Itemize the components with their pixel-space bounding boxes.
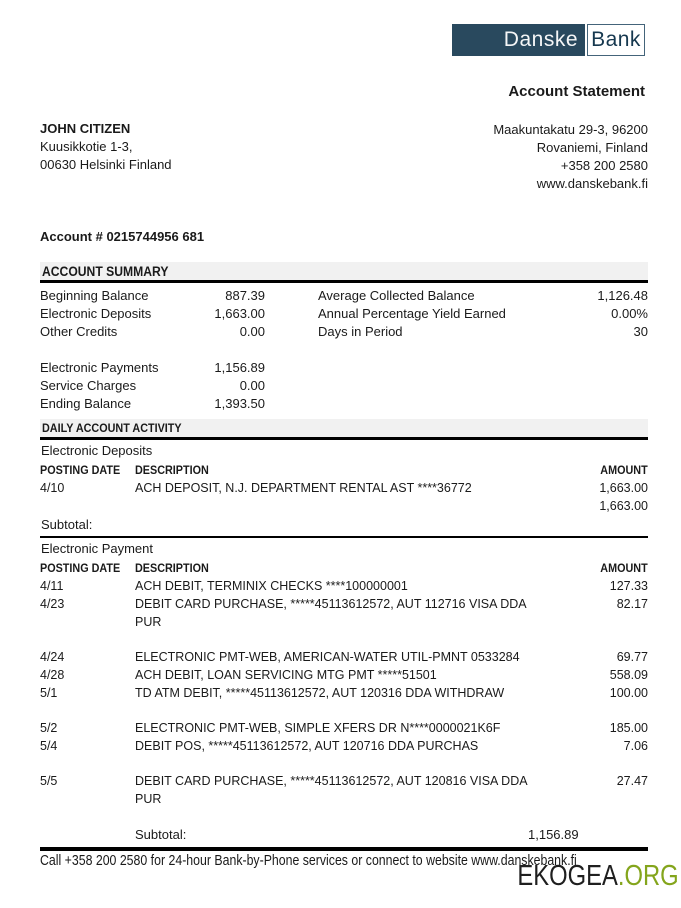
summary-row — [40, 395, 265, 413]
payments-subtotal-amount: 1,156.89 — [528, 827, 579, 842]
payment-row — [40, 772, 648, 808]
summary-label — [40, 341, 44, 359]
payment-amount: 27.47 — [616, 774, 648, 788]
summary-label: Other Credits — [40, 324, 118, 339]
summary-value: 1,663.00 — [214, 306, 265, 321]
summary-value: 0.00 — [239, 324, 265, 339]
summary-row — [40, 341, 265, 359]
payment-amount: 69.77 — [616, 650, 648, 664]
summary-value: 1,126.48 — [597, 288, 648, 303]
summary-row — [40, 359, 265, 377]
logo-bank-box — [587, 24, 645, 56]
summary-row — [318, 287, 648, 305]
payment-date: 5/2 — [40, 721, 58, 735]
payment-amount: 185.00 — [609, 721, 648, 735]
summary-label: Electronic Deposits — [40, 306, 152, 321]
account-summary-heading: ACCOUNT SUMMARY — [42, 264, 169, 279]
posting-date-column-header: POSTING DATE — [40, 463, 121, 477]
payment-description: ELECTRONIC PMT-WEB, SIMPLE XFERS DR N****0000021K6F — [135, 721, 501, 735]
payments-column-headers — [40, 560, 648, 577]
summary-left-column — [40, 287, 265, 413]
payment-row — [40, 666, 648, 684]
amount-column-header: AMOUNT — [600, 463, 648, 477]
customer-address-line2: 00630 Helsinki Finland — [40, 157, 172, 172]
summary-label: Ending Balance — [40, 396, 132, 411]
summary-row — [318, 305, 648, 323]
summary-value — [261, 341, 265, 359]
description-column-header: DESCRIPTION — [135, 463, 209, 477]
watermark-name: EKOGEA — [517, 860, 619, 892]
payment-date: 4/28 — [40, 668, 65, 682]
summary-label: Beginning Balance — [40, 288, 149, 303]
customer-name: JOHN CITIZEN — [40, 121, 131, 136]
payments-subtotal-label: Subtotal: — [135, 827, 187, 842]
summary-label: Electronic Payments — [40, 360, 159, 375]
deposits-subtotal-row — [40, 515, 648, 538]
daily-activity-header — [40, 419, 648, 440]
account-summary-header — [40, 262, 648, 283]
summary-right-column — [318, 287, 648, 413]
payment-amount: 127.33 — [609, 579, 648, 593]
payment-amount: 100.00 — [609, 686, 648, 700]
payment-amount: 7.06 — [623, 739, 648, 753]
description-column-header: DESCRIPTION — [135, 561, 209, 575]
customer-address-block — [40, 120, 172, 174]
deposit-description: ACH DEPOSIT, N.J. DEPARTMENT RENTAL AST ****36772 — [135, 481, 472, 495]
payment-date: 5/5 — [40, 774, 58, 788]
logo-bank-text: Bank — [591, 28, 641, 51]
bank-address-line1: Maakuntakatu 29-3, 96200 — [493, 122, 648, 137]
watermark-tld: .ORG — [618, 860, 679, 892]
payment-date: 4/11 — [40, 579, 64, 593]
payment-description: ELECTRONIC PMT-WEB, AMERICAN-WATER UTIL-PMNT 0533284 — [135, 650, 520, 664]
daily-activity-heading: DAILY ACCOUNT ACTIVITY — [42, 421, 182, 435]
deposits-column-headers — [40, 462, 648, 479]
summary-label: Average Collected Balance — [318, 288, 475, 303]
bank-address-block — [493, 121, 648, 193]
summary-row — [318, 323, 648, 341]
deposits-subtotal-label: Subtotal: — [41, 517, 93, 532]
summary-value: 0.00% — [611, 306, 648, 321]
deposits-total-amount: 1,663.00 — [599, 499, 648, 513]
logo-danske-box — [452, 24, 585, 56]
deposit-date: 4/10 — [40, 481, 65, 495]
payment-date: 5/1 — [40, 686, 58, 700]
payment-amount: 82.17 — [616, 597, 648, 611]
payment-description: ACH DEBIT, TERMINIX CHECKS ****100000001 — [135, 579, 408, 593]
payment-description: ACH DEBIT, LOAN SERVICING MTG PMT *****51501 — [135, 668, 437, 682]
payments-section-label: Electronic Payment — [41, 541, 153, 556]
statement-body — [40, 262, 648, 851]
deposits-section-label: Electronic Deposits — [41, 443, 153, 458]
payment-description: TD ATM DEBIT, *****45113612572, AUT 120316 DDA WITHDRAW — [135, 686, 505, 700]
payment-row — [40, 684, 648, 702]
payment-row — [40, 648, 648, 666]
summary-row — [40, 287, 265, 305]
deposits-total-row — [40, 497, 648, 515]
deposit-amount: 1,663.00 — [599, 481, 648, 495]
payment-description: DEBIT POS, *****45113612572, AUT 120716 DDA PURCHAS — [135, 739, 479, 753]
payment-date: 4/24 — [40, 650, 65, 664]
footer-text: Call +358 200 2580 for 24-hour Bank-by-Phone services or connect to website www.danskebank.fi — [40, 853, 577, 869]
payment-description: DEBIT CARD PURCHASE, *****45113612572, AUT 112716 VISA DDA PUR — [135, 597, 526, 629]
summary-label: Annual Percentage Yield Earned — [318, 306, 506, 321]
summary-row — [40, 377, 265, 395]
summary-value: 887.39 — [225, 288, 265, 303]
page-title: Account Statement — [508, 83, 645, 100]
payment-description: DEBIT CARD PURCHASE, *****45113612572, AUT 120816 VISA DDA PUR — [135, 774, 527, 806]
summary-row — [40, 323, 265, 341]
summary-value: 0.00 — [239, 378, 265, 393]
summary-value: 1,156.89 — [214, 360, 265, 375]
customer-address-line1: Kuusikkotie 1-3, — [40, 139, 133, 154]
payment-date: 4/23 — [40, 597, 65, 611]
payment-date: 5/4 — [40, 739, 58, 753]
account-summary-table — [40, 287, 648, 413]
bank-phone: +358 200 2580 — [560, 158, 648, 173]
amount-column-header: AMOUNT — [600, 561, 648, 575]
logo-danske-text: Danske — [503, 28, 578, 51]
bank-website: www.danskebank.fi — [536, 176, 648, 191]
payment-row — [40, 595, 648, 631]
summary-value: 1,393.50 — [214, 396, 265, 411]
bank-address-line2: Rovaniemi, Finland — [536, 140, 648, 155]
payment-amount: 558.09 — [609, 668, 648, 682]
posting-date-column-header: POSTING DATE — [40, 561, 121, 575]
payment-row — [40, 577, 648, 595]
payments-subtotal-row — [40, 825, 648, 851]
account-number: Account # 0215744956 681 — [40, 229, 205, 244]
summary-value: 30 — [633, 324, 648, 339]
summary-label: Service Charges — [40, 378, 137, 393]
deposit-row — [40, 479, 648, 497]
summary-row — [40, 305, 265, 323]
payment-row — [40, 719, 648, 737]
payment-row — [40, 737, 648, 755]
danske-bank-logo — [452, 24, 645, 56]
summary-label: Days in Period — [318, 324, 403, 339]
ekogea-watermark — [482, 860, 679, 893]
